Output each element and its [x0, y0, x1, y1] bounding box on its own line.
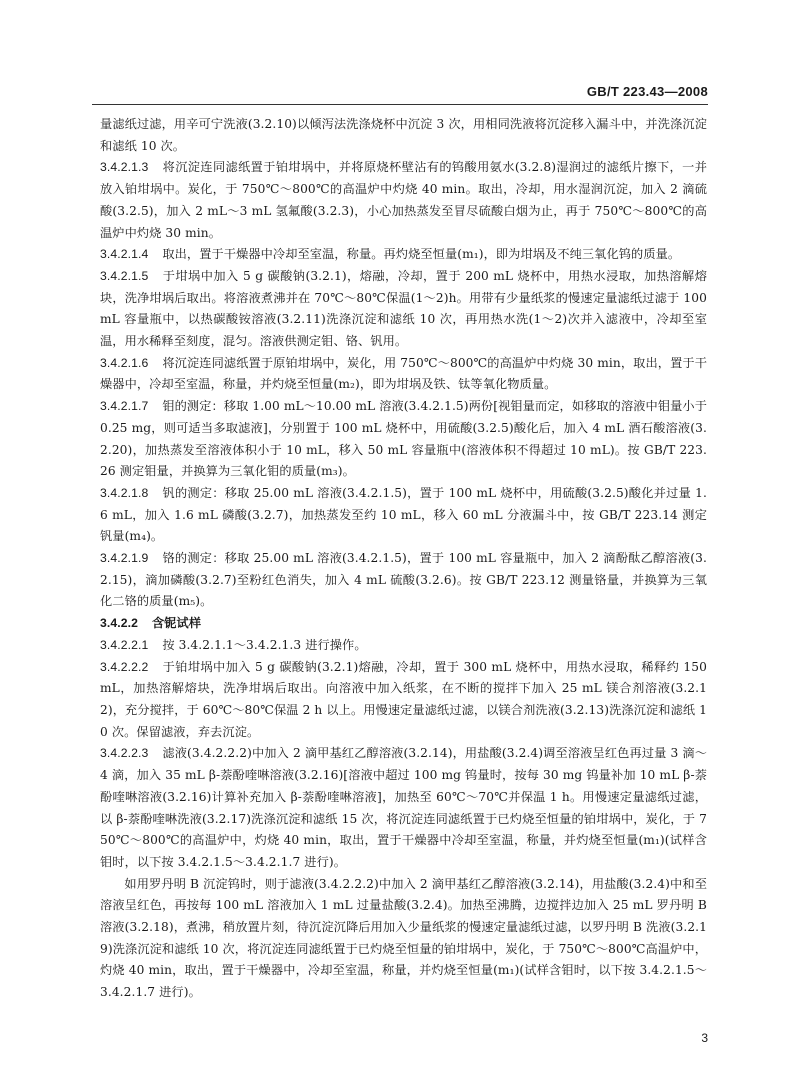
section-heading: 3.4.2.2 含铌试样	[100, 616, 202, 631]
standard-number: GB/T 223.43—2008	[586, 84, 708, 99]
clause-number: 3.4.2.1.6	[100, 355, 149, 370]
paragraph-0: 量滤纸过滤，用辛可宁洗液(3.2.10)以倾泻法洗涤烧杯中沉淀 3 次，用相同洗液将沉淀移入漏斗中，并洗涤沉淀和滤纸 10 次。	[100, 117, 707, 153]
document-body	[100, 114, 707, 1004]
clause-number: 3.4.2.2.2	[100, 659, 149, 674]
paragraph-2: 3.4.2.1.4 取出，置于干燥器中冷却至室温，称量。再灼烧至恒量(m₁)，即为坩埚及不纯三氧化钨的质量。	[100, 247, 681, 262]
clause-number: 3.4.2.2.1	[100, 637, 149, 652]
clause-number: 3.4.2.1.7	[100, 399, 149, 414]
paragraph-5: 3.4.2.1.7 钼的测定：移取 1.00 mL～10.00 mL 溶液(3.4.2.1.5)两份[视钼量而定，如移取的溶液中钼量小于 0.25 mg，则可适当多取滤液]，分别置于 100 mL 烧杯中，用硫酸(3.2.5)酸化后，加入 4 mL 酒石酸溶液(3.2.20)，加热蒸发至溶液体积小于 10 mL，移入 50 mL 容量瓶中(溶液体积不得超过 10 mL)。按 GB/T 223.26 测定钼量，并换算为三氧化钼的质量(m₃)。	[100, 399, 707, 479]
paragraph-1: 3.4.2.1.3 将沉淀连同滤纸置于铂坩埚中，并将原烧杯壁沾有的钨酸用氨水(3.2.8)湿润过的滤纸片擦下，一并放入铂坩埚中。炭化，于 750℃～800℃的高温炉中灼烧 40 min。取出，冷却，用水湿润沉淀，加入 2 滴硫酸(3.2.5)，加入 2 mL～3 mL 氢氟酸(3.2.3)，小心加热蒸发至冒尽硫酸白烟为止，再于 750℃～800℃的高温炉中灼烧 30 min。	[100, 160, 707, 240]
clause-number: 3.4.2.1.3	[100, 160, 149, 175]
paragraph-11: 3.4.2.2.3 滤液(3.4.2.2.2)中加入 2 滴甲基红乙醇溶液(3.2.14)，用盐酸(3.2.4)调至溶液呈红色再过量 3 滴～4 滴，加入 35 mL β-萘酚喹啉溶液(3.2.16)[溶液中超过 100 mg 钨量时，按每 30 mg 钨量补加 10 mL β-萘酚喹啉溶液(3.2.16)计算补充加入 β-萘酚喹啉溶液]，加热至 60℃～70℃并保温 1 h。用慢速定量滤纸过滤，以 β-萘酚喹啉洗液(3.2.17)洗涤沉淀和滤纸 15 次，将沉淀连同滤纸置于已灼烧至恒量的铂坩埚中，炭化，于 750℃～800℃的高温炉中，灼烧 40 min，取出，置于干燥器中冷却至室温，称量，并灼烧至恒量(m₁)(试样含钼时，以下按 3.4.2.1.5～3.4.2.1.7 进行)。	[100, 746, 707, 869]
clause-number: 3.4.2.2.3	[100, 746, 149, 761]
clause-number: 3.4.2.1.4	[100, 247, 149, 262]
clause-number: 3.4.2.1.5	[100, 268, 149, 283]
paragraph-7: 3.4.2.1.9 铬的测定：移取 25.00 mL 溶液(3.4.2.1.5)，置于 100 mL 容量瓶中，加入 2 滴酚酞乙醇溶液(3.2.15)，滴加磷酸(3.2.7)至粉红色消失，加入 4 mL 硫酸(3.2.6)。按 GB/T 223.12 测量铬量，并换算为三氧化二铬的质量(m₅)。	[100, 551, 707, 609]
paragraph-9: 3.4.2.2.1 按 3.4.2.1.1～3.4.2.1.3 进行操作。	[100, 637, 367, 652]
clause-number: 3.4.2.1.8	[100, 485, 149, 500]
clause-number: 3.4.2.1.9	[100, 551, 149, 566]
header-rule	[92, 104, 708, 105]
paragraph-3: 3.4.2.1.5 于坩埚中加入 5 g 碳酸钠(3.2.1)，熔融，冷却，置于 200 mL 烧杯中，用热水浸取，加热溶解熔块，洗净坩埚后取出。将溶液煮沸并在 70℃～80℃保温(1～2)h。用带有少量纸浆的慢速定量滤纸过滤于 100 mL 容量瓶中，以热碳酸铵溶液(3.2.11)洗涤沉淀和滤纸 10 次，再用热水洗(1～2)次并入滤液中，冷却至室温，用水稀释至刻度，混匀。溶液供测定钼、铬、钒用。	[100, 268, 707, 349]
paragraph-4: 3.4.2.1.6 将沉淀连同滤纸置于原铂坩埚中，炭化，用 750℃～800℃的高温炉中灼烧 30 min，取出，置于干燥器中，冷却至室温，称量，并灼烧至恒量(m₂)，即为坩埚及铁、钛等氧化物质量。	[100, 355, 707, 392]
clause-number: 3.4.2.2	[100, 616, 138, 631]
page-number: 3	[701, 1031, 708, 1045]
paragraph-6: 3.4.2.1.8 钒的测定：移取 25.00 mL 溶液(3.4.2.1.5)，置于 100 mL 烧杯中，用硫酸(3.2.5)酸化并过量 1.6 mL，加入 1.6 mL 磷酸(3.2.7)，加热蒸发至约 10 mL，移入 60 mL 分液漏斗中，按 GB/T 223.14 测定钒量(m₄)。	[100, 485, 707, 544]
paragraph-12: 如用罗丹明 B 沉淀钨时，则于滤液(3.4.2.2.2)中加入 2 滴甲基红乙醇溶液(3.2.14)，用盐酸(3.2.4)中和至溶液呈红色，再按每 100 mL 溶液加入 1 mL 过量盐酸(3.2.4)。加热至沸腾，边搅拌边加入 25 mL 罗丹明 B 溶液(3.2.18)，煮沸，稍放置片刻，待沉淀沉降后用加入少量纸浆的慢速定量滤纸过滤，以罗丹明 B 洗液(3.2.19)洗涤沉淀和滤纸 10 次，将沉淀连同滤纸置于已灼烧至恒量的铂坩埚中，炭化，于 750℃～800℃高温炉中，灼烧 40 min，取出，置于干燥器中，冷却至室温，称量，并灼烧至恒量(m₁)(试样含钼时，以下按 3.4.2.1.5～3.4.2.1.7 进行)。	[100, 876, 707, 1000]
paragraph-10: 3.4.2.2.2 于铂坩埚中加入 5 g 碳酸钠(3.2.1)熔融，冷却，置于 300 mL 烧杯中，用热水浸取，稀释约 150 mL，加热溶解熔块，洗净坩埚后取出。向溶液中加入纸浆，在不断的搅拌下加入 25 mL 镁合剂溶液(3.2.12)，充分搅拌，于 60℃～80℃保温 2 h 以上。用慢速定量滤纸过滤，以镁合剂洗液(3.2.13)洗涤沉淀和滤纸 10 次。保留滤液，弃去沉淀。	[100, 659, 707, 739]
